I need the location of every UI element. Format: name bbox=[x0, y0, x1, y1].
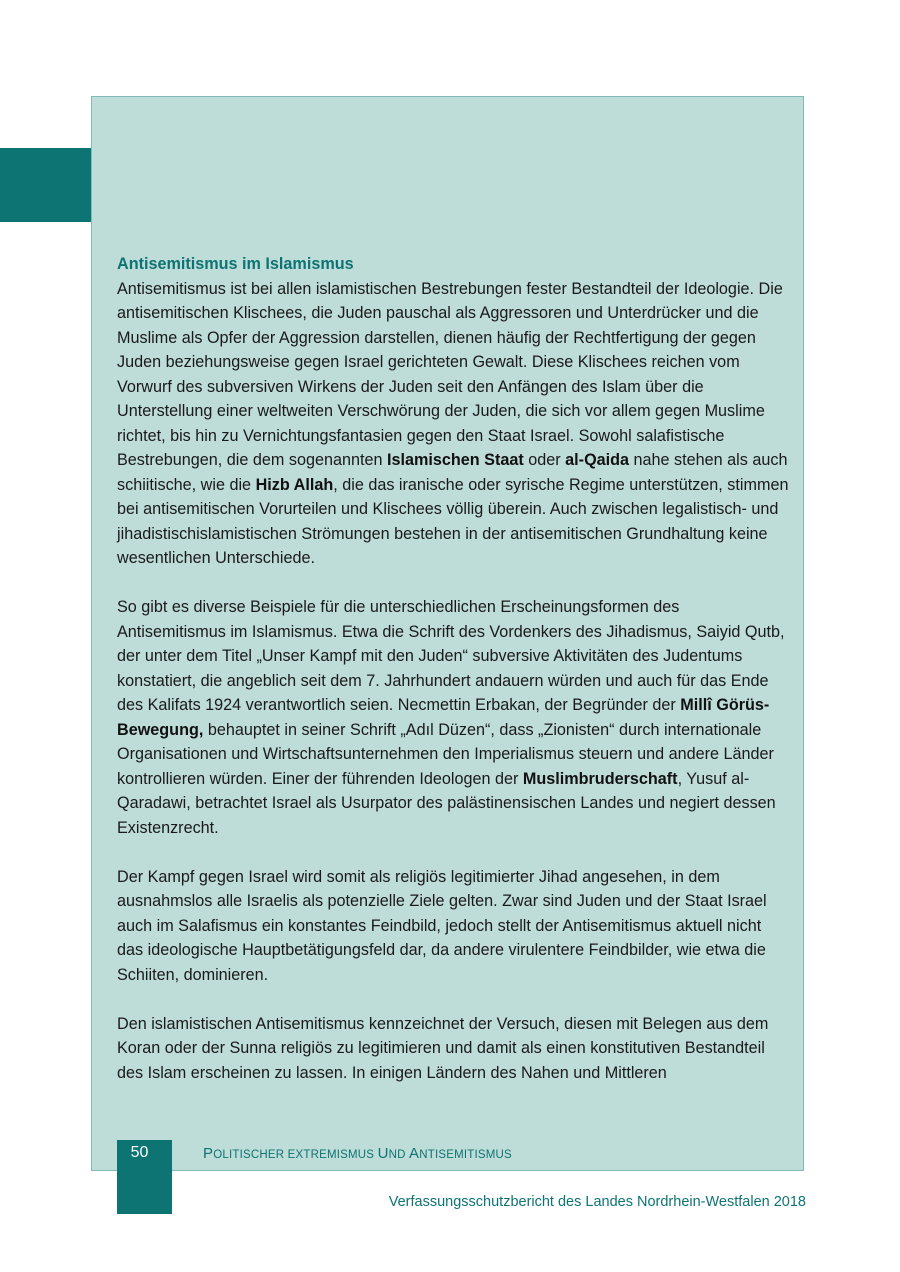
term-al-qaida: al-Qaida bbox=[565, 451, 630, 469]
chapter-title: POLITISCHER EXTREMISMUS UND ANTISEMITISMUS bbox=[203, 1145, 512, 1162]
paragraph-4: Den islamistischen Antisemitismus kennzeichnet der Versuch, diesen mit Belegen aus dem Koran oder der Sunna religiös zu legitimieren und damit als einen konstitutiven Bestandteil des Islam erscheinen zu lassen. In einigen Ländern des Nahen und Mittleren bbox=[117, 1014, 769, 1082]
article-body bbox=[117, 252, 789, 1085]
paragraph-1: Antisemitismus ist bei allen islamistischen Bestrebungen fester Bestandteil der Ideologie. Die antisemitischen Klischees, die Juden pauschal als Aggressoren und Unterdrücker und die Muslime als Opfer der Aggression darstellen, dienen häufig der Rechtfertigung der gegen Juden beziehungsweise gegen Israel gerichteten Gewalt. Diese Klischees reichen vom Vorwurf des subversiven Wirkens der Juden seit den Anfängen des Islam über die Unterstellung einer weltweiten Verschwörung der Juden, die sich vor allem gegen Muslime richtet, bis hin zu Vernichtungsfantasien gegen den Staat Israel. Sowohl salafistische Bestrebungen, die dem sogenannten Islamischen Staat oder al-Qaida nahe stehen als auch schiitische, wie die Hizb Allah, die das iranische oder syrische Regime unterstützen, stimmen bei antisemitischen Vorurteilen und Klischees völlig überein. Auch zwischen legalistisch- und jihadistischislamistischen Strömungen bestehen in der antisemitischen Grundhaltung keine wesentlichen Unterschiede. bbox=[117, 279, 789, 567]
term-muslimbruderschaft: Muslimbruderschaft bbox=[522, 769, 678, 788]
page-number-block bbox=[117, 1140, 172, 1214]
paragraph-3: Der Kampf gegen Israel wird somit als religiös legitimierter Jihad angesehen, in dem ausnahmslos alle Israelis als potenzielle Ziele gelten. Zwar sind Juden und der Staat Israel auch im Salafismus ein konstantes Feindbild, jedoch stellt der Antisemitismus aktuell nicht das ideologische Hauptbetätigungsfeld dar, da andere virulentere Feindbilder, wie etwa die Schiiten, dominieren. bbox=[117, 867, 767, 984]
page-number: 50 bbox=[130, 1144, 149, 1161]
term-milli-goerues: Millî Görüs-Bewegung, bbox=[117, 696, 770, 739]
term-hizb-allah: Hizb Allah bbox=[255, 475, 334, 494]
report-title: Verfassungsschutzbericht des Landes Nordrhein-Westfalen 2018 bbox=[388, 1194, 806, 1210]
side-tab-marker bbox=[0, 148, 91, 222]
term-islamischer-staat: Islamischen Staat bbox=[387, 451, 524, 469]
section-heading: Antisemitismus im Islamismus bbox=[117, 255, 354, 273]
paragraph-2: So gibt es diverse Beispiele für die unterschiedlichen Erscheinungsformen des Antisemitismus im Islamismus. Etwa die Schrift des Vordenkers des Jihadismus, Saiyid Qutb, der unter dem Titel „Unser Kampf mit den Juden“ subversive Aktivitäten des Judentums konstatiert, die angeblich seit dem 7. Jahrhundert andauern würden und auch für das Ende des Kalifats 1924 verantwortlich seien. Necmettin Erbakan, der Begründer der Millî Görüs-Bewegung, behauptet in seiner Schrift „Adıl Düzen“, dass „Zionisten“ durch internationale Organisationen und Wirtschaftsunternehmen den Imperialismus steuern und andere Länder kontrollieren würden. Einer der führenden Ideologen der Muslimbruderschaft, Yusuf al-Qaradawi, betrachtet Israel als Usurpator des palästinensischen Landes und negiert dessen Existenzrecht. bbox=[117, 598, 785, 837]
